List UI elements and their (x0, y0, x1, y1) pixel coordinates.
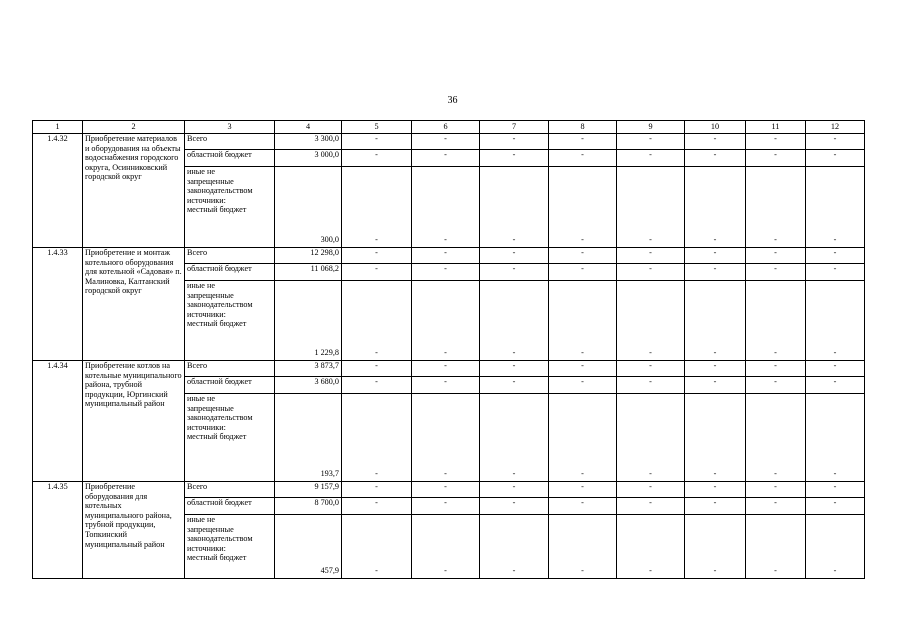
year-value-cell: - (746, 482, 806, 498)
year-value-cell: - (685, 167, 746, 248)
regional-amount: 11 068,2 (275, 264, 342, 281)
source-other-line: источники: (187, 195, 226, 205)
year-value-cell: - (746, 361, 806, 377)
source-other-line: запрещенные (187, 403, 234, 413)
column-header: 8 (549, 121, 617, 134)
year-value-cell: - (746, 264, 806, 281)
table-row-total (33, 361, 865, 377)
source-regional-label: областной бюджет (185, 264, 275, 281)
source-other-line: иные не (187, 394, 215, 403)
table-row-total (33, 134, 865, 150)
year-value-cell: - (412, 498, 480, 515)
year-value-cell: - (549, 150, 617, 167)
year-value-cell: - (412, 264, 480, 281)
item-name: Приобретение материалов и оборудования на объекты водоснабжения городского округа, Осинниковский городской округ (83, 134, 185, 248)
year-value-cell: - (617, 482, 685, 498)
year-value-cell: - (480, 248, 549, 264)
year-value-cell: - (412, 515, 480, 579)
year-value-cell: - (412, 394, 480, 482)
year-value-cell: - (412, 167, 480, 248)
source-total-label: Всего (185, 248, 275, 264)
local-amount: 193,7 (275, 394, 342, 482)
local-amount: 457,9 (275, 515, 342, 579)
year-value-cell: - (412, 361, 480, 377)
source-other-line: законодательством (187, 300, 253, 310)
year-value-cell: - (549, 281, 617, 361)
year-value-cell: - (549, 361, 617, 377)
year-value-cell: - (746, 377, 806, 394)
year-value-cell: - (412, 150, 480, 167)
year-value-cell: - (806, 377, 865, 394)
source-other-label (185, 281, 275, 361)
year-value-cell: - (549, 377, 617, 394)
year-value-cell: - (746, 150, 806, 167)
source-other-line: источники: (187, 422, 226, 432)
year-value-cell: - (480, 361, 549, 377)
column-header: 12 (806, 121, 865, 134)
year-value-cell: - (806, 394, 865, 482)
year-value-cell: - (480, 377, 549, 394)
year-value-cell: - (806, 515, 865, 579)
table-row-total (33, 248, 865, 264)
total-amount: 3 873,7 (275, 361, 342, 377)
year-value-cell: - (342, 394, 412, 482)
source-other-label (185, 515, 275, 579)
year-value-cell: - (342, 482, 412, 498)
year-value-cell: - (342, 281, 412, 361)
year-value-cell: - (685, 264, 746, 281)
year-value-cell: - (685, 498, 746, 515)
year-value-cell: - (480, 150, 549, 167)
year-value-cell: - (617, 515, 685, 579)
source-total-label: Всего (185, 482, 275, 498)
year-value-cell: - (549, 394, 617, 482)
source-other-line: запрещенные (187, 524, 234, 534)
year-value-cell: - (342, 150, 412, 167)
year-value-cell: - (746, 281, 806, 361)
column-header: 2 (83, 121, 185, 134)
regional-amount: 3 680,0 (275, 377, 342, 394)
year-value-cell: - (480, 281, 549, 361)
year-value-cell: - (685, 394, 746, 482)
source-other-line: запрещенные (187, 176, 234, 186)
year-value-cell: - (617, 248, 685, 264)
item-number: 1.4.32 (33, 134, 83, 248)
regional-amount: 3 000,0 (275, 150, 342, 167)
column-header: 1 (33, 121, 83, 134)
year-value-cell: - (685, 134, 746, 150)
year-value-cell: - (480, 264, 549, 281)
column-header: 6 (412, 121, 480, 134)
year-value-cell: - (549, 515, 617, 579)
year-value-cell: - (617, 167, 685, 248)
year-value-cell: - (480, 167, 549, 248)
year-value-cell: - (617, 394, 685, 482)
source-other-line: запрещенные (187, 290, 234, 300)
source-other-line: законодательством (187, 534, 253, 544)
year-value-cell: - (480, 498, 549, 515)
source-total-label: Всего (185, 361, 275, 377)
year-value-cell: - (549, 248, 617, 264)
source-other-line: иные не (187, 515, 215, 524)
year-value-cell: - (685, 515, 746, 579)
table-header-row (33, 121, 865, 134)
year-value-cell: - (617, 498, 685, 515)
year-value-cell: - (806, 264, 865, 281)
source-other-line: иные не (187, 167, 215, 176)
page-number: 36 (447, 95, 458, 106)
year-value-cell: - (549, 482, 617, 498)
total-amount: 9 157,9 (275, 482, 342, 498)
year-value-cell: - (685, 281, 746, 361)
source-other-label (185, 394, 275, 482)
year-value-cell: - (342, 264, 412, 281)
year-value-cell: - (480, 482, 549, 498)
year-value-cell: - (412, 281, 480, 361)
total-amount: 3 300,0 (275, 134, 342, 150)
year-value-cell: - (685, 361, 746, 377)
source-other-line: законодательством (187, 413, 253, 423)
source-regional-label: областной бюджет (185, 150, 275, 167)
local-amount: 300,0 (275, 167, 342, 248)
source-other-line: источники: (187, 543, 226, 553)
year-value-cell: - (746, 248, 806, 264)
year-value-cell: - (549, 134, 617, 150)
year-value-cell: - (342, 134, 412, 150)
local-amount: 1 229,8 (275, 281, 342, 361)
column-header: 9 (617, 121, 685, 134)
year-value-cell: - (685, 150, 746, 167)
year-value-cell: - (342, 361, 412, 377)
column-header: 5 (342, 121, 412, 134)
source-other-line: законодательством (187, 186, 253, 196)
year-value-cell: - (342, 167, 412, 248)
year-value-cell: - (617, 150, 685, 167)
year-value-cell: - (746, 394, 806, 482)
year-value-cell: - (412, 134, 480, 150)
source-other-line: местный бюджет (187, 319, 247, 329)
item-number: 1.4.35 (33, 482, 83, 579)
column-header: 4 (275, 121, 342, 134)
year-value-cell: - (617, 281, 685, 361)
column-header: 7 (480, 121, 549, 134)
year-value-cell: - (617, 361, 685, 377)
source-total-label: Всего (185, 134, 275, 150)
column-header: 3 (185, 121, 275, 134)
year-value-cell: - (685, 482, 746, 498)
year-value-cell: - (342, 248, 412, 264)
year-value-cell: - (342, 377, 412, 394)
regional-amount: 8 700,0 (275, 498, 342, 515)
year-value-cell: - (342, 498, 412, 515)
year-value-cell: - (806, 134, 865, 150)
year-value-cell: - (806, 498, 865, 515)
item-name: Приобретение и монтаж котельного оборудования для котельной «Садовая» п. Малиновка, Калтанский городской округ (83, 248, 185, 361)
year-value-cell: - (412, 377, 480, 394)
year-value-cell: - (806, 281, 865, 361)
item-number: 1.4.33 (33, 248, 83, 361)
total-amount: 12 298,0 (275, 248, 342, 264)
year-value-cell: - (746, 515, 806, 579)
year-value-cell: - (806, 248, 865, 264)
year-value-cell: - (412, 248, 480, 264)
item-number: 1.4.34 (33, 361, 83, 482)
year-value-cell: - (806, 482, 865, 498)
source-other-line: источники: (187, 309, 226, 319)
source-other-line: местный бюджет (187, 553, 247, 563)
year-value-cell: - (412, 482, 480, 498)
year-value-cell: - (480, 394, 549, 482)
year-value-cell: - (480, 515, 549, 579)
source-other-line: иные не (187, 281, 215, 290)
year-value-cell: - (746, 134, 806, 150)
column-header: 11 (746, 121, 806, 134)
year-value-cell: - (685, 248, 746, 264)
year-value-cell: - (685, 377, 746, 394)
year-value-cell: - (617, 377, 685, 394)
year-value-cell: - (806, 150, 865, 167)
year-value-cell: - (480, 134, 549, 150)
year-value-cell: - (746, 498, 806, 515)
year-value-cell: - (549, 167, 617, 248)
table-row-total (33, 482, 865, 498)
budget-table (32, 120, 865, 579)
item-name: Приобретение котлов на котельные муниципального района, трубной продукции, Юргинский муниципальный район (83, 361, 185, 482)
source-other-label (185, 167, 275, 248)
year-value-cell: - (806, 167, 865, 248)
year-value-cell: - (549, 498, 617, 515)
column-header: 10 (685, 121, 746, 134)
year-value-cell: - (617, 134, 685, 150)
year-value-cell: - (549, 264, 617, 281)
year-value-cell: - (617, 264, 685, 281)
year-value-cell: - (342, 515, 412, 579)
year-value-cell: - (806, 361, 865, 377)
source-other-line: местный бюджет (187, 432, 247, 442)
source-regional-label: областной бюджет (185, 377, 275, 394)
source-other-line: местный бюджет (187, 205, 247, 215)
year-value-cell: - (746, 167, 806, 248)
source-regional-label: областной бюджет (185, 498, 275, 515)
item-name: Приобретение оборудования для котельных муниципального района, трубной продукции, Топкинский муниципальный район (83, 482, 185, 579)
